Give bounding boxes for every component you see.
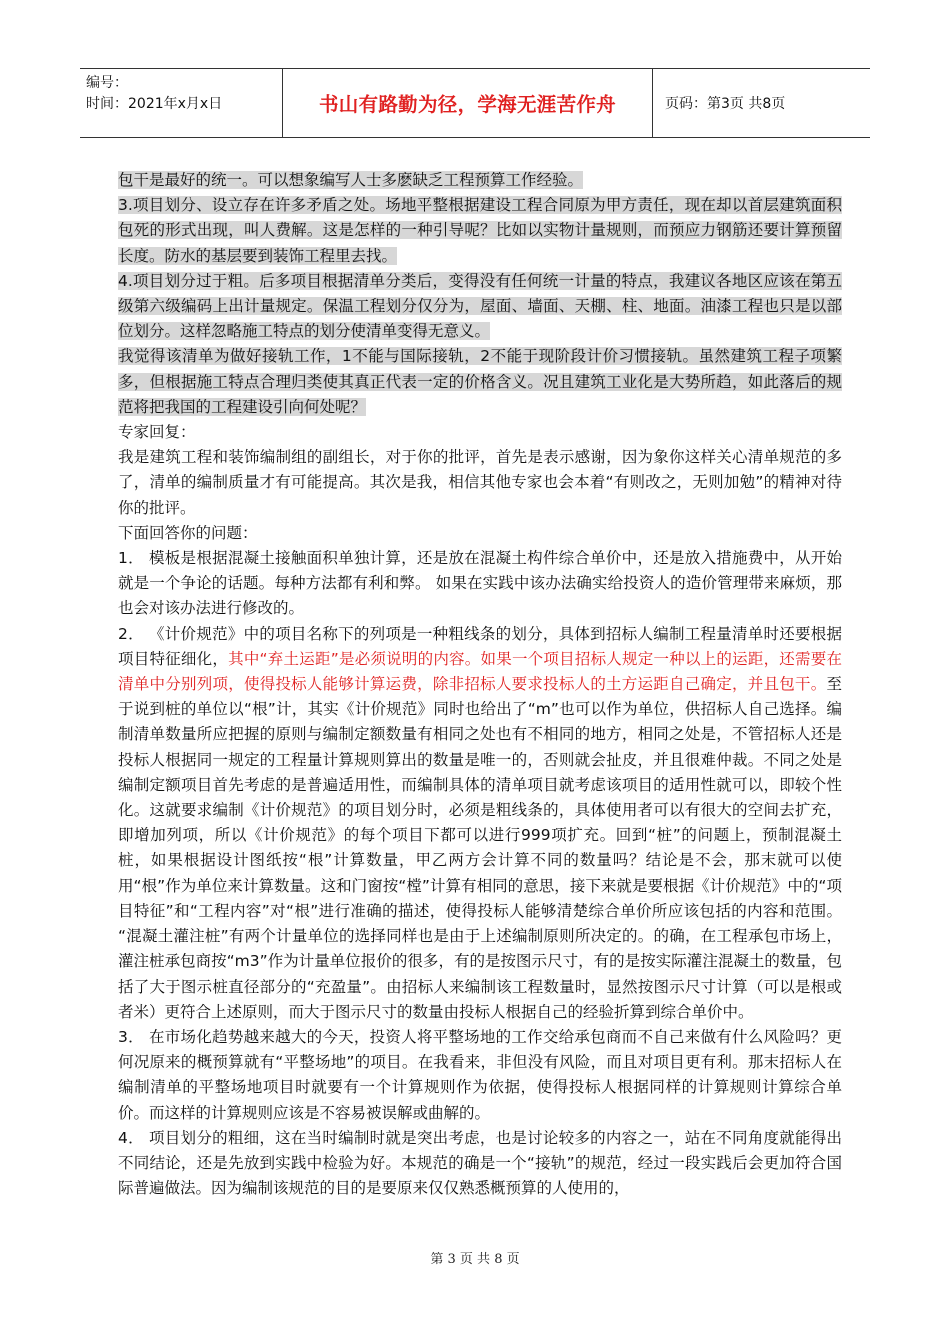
page-footer: 第 3 页 共 8 页: [430, 1252, 520, 1267]
document-body: [118, 168, 842, 1201]
question-paragraph: 我觉得该清单为做好接轨工作，1不能与国际接轨，2不能于现阶段计价习惯接轨。虽然建筑工程子项繁多，但根据施工特点合理归类使其真正代表一定的价格含义。况且建筑工业化是大势所趋，如此落后的规范将把我国的工程建设引向何处呢？: [118, 347, 842, 416]
question-paragraph: 3.项目划分、设立存在许多矛盾之处。场地平整根据建设工程合同原为甲方责任，现在却以首层建筑面积包死的形式出现，叫人费解。这是怎样的一种引导呢？比如以实物计量规则，而预应力钢筋还要计算预留长度。防水的基层要到装饰工程里去找。: [118, 196, 842, 265]
question-paragraph: 4.项目划分过于粗。后多项目根据清单分类后，变得没有任何统一计量的特点，我建议各地区应该在第五级第六级编码上出计量规定。保温工程划分仅分为，屋面、墙面、天棚、柱、地面。油漆工程也只是以部位划分。这样忽略施工特点的划分使清单变得无意义。: [118, 271, 842, 341]
reply-intro: 我是建筑工程和装饰编制组的副组长，对于你的批评，首先是表示感谢，因为象你这样关心清单规范的多了，清单的编制质量才有可能提高。其次是我，相信其他专家也会本着“有则改之，无则加勉”的精神对待你的批评。: [118, 448, 842, 517]
answer-2: 2． 《计价规范》中的项目名称下的列项是一种粗线条的划分，具体到招标人编制工程量清单时还要根据项目特征细化，其中“弃土运距”是必须说明的内容。如果一个项目招标人规定一种以上的运距，还需要在清单中分别列项，使得投标人能够计算运费，除非招标人要求投标人的土方运距自己确定，并且包干。至于说到桩的单位以“根”计，其实《计价规范》同时也给出了“m”也可以作为单位，供招标人自己选择。编制清单数量所应把握的原则与编制定额数量有相同之处也有不相同的地方，相同之处是，不管招标人还是投标人根据同一规定的工程量计算规则算出的数量是唯一的，否则就会扯皮，并且很难仲裁。不同之处是编制定额项目首先考虑的是普遍适用性，而编制具体的清单项目就考虑该项目的适用性就可以，即较个性化。这就要求编制《计价规范》的项目划分时，必须是粗线条的，具体使用者可以有很大的空间去扩充，即增加列项，所以《计价规范》的每个项目下都可以进行999项扩充。回到“桩”的问题上，预制混凝土桩，如果根据设计图纸按“根”计算数量，甲乙两方会计算不同的数量吗？结论是不会，那末就可以使用“根”作为单位来计算数量。这和门窗按“樘”计算有相同的意思，接下来就是要根据《计价规范》中的“项目特征”和“工程内容”对“根”进行准确的描述，使得投标人能够清楚综合单价所应该包括的内容和范围。 “混凝土灌注桩”有两个计量单位的选择同样也是由于上述编制原则所决定的。的确，在工程承包市场上，灌注桩承包商按“m3”作为计量单位报价的很多，有的是按图示尺寸，有的是按实际灌注混凝土的数量，包括了大于图示桩直径部分的“充盈量”。由招标人来编制该工程数量时，显然按图示尺寸计算（可以是根或者米）更符合上述原则，而大于图示尺寸的数量由投标人根据自己的经验折算到综合单价中。: [118, 624, 842, 1021]
answer-4: 4． 项目划分的粗细，这在当时编制时就是突出考虑，也是讨论较多的内容之一，站在不同角度就能得出不同结论，还是先放到实践中检验为好。本规范的确是一个“接轨”的规范，经过一段实践后会更加符合国际普遍做法。因为编制该规范的目的是要原来仅仅熟悉概预算的人使用的，: [118, 1128, 842, 1198]
header-meta: [80, 69, 283, 137]
answer-3: 3． 在市场化趋势越来越大的今天，投资人将平整场地的工作交给承包商而不自己来做有什么风险吗？更何况原来的概预算就有“平整场地”的项目。在我看来，非但没有风险，而且对项目更有利。那末招标人在编制清单的平整场地项目时就要有一个计算规则作为依据，使得投标人根据同样的计算规则计算综合单价。而这样的计算规则应该是不容易被误解或曲解的。: [118, 1027, 842, 1122]
answer-lead: 下面回答你的问题：: [118, 523, 258, 542]
page-header: [80, 68, 870, 138]
header-page-info: 页码：第3页 共8页: [665, 96, 786, 112]
time-label: 时间：2021年x月x日: [86, 96, 223, 112]
header-motto: 书山有路勤为径，学海无涯苦作舟: [283, 69, 653, 137]
answer-1: 1． 模板是根据混凝土接触面积单独计算，还是放在混凝土构件综合单价中，还是放入措施费中，从开始就是一个争论的话题。每种方法都有利和弊。 如果在实践中该办法确实给投资人的造价管理带来麻烦，那也会对该办法进行修改的。: [118, 549, 842, 618]
question-paragraph: 包干是最好的统一。可以想象编写人士多麽缺乏工程预算工作经验。: [118, 171, 584, 189]
answer-2-highlight: 其中“弃土运距”是必须说明的内容。如果一个项目招标人规定一种以上的运距，还需要在清单中分别列项，使得投标人能够计算运费，除非招标人要求投标人的土方运距自己确定，并且包干。: [118, 649, 842, 694]
number-label: 编号：: [86, 75, 128, 91]
expert-reply-label: 专家回复：: [118, 423, 196, 442]
